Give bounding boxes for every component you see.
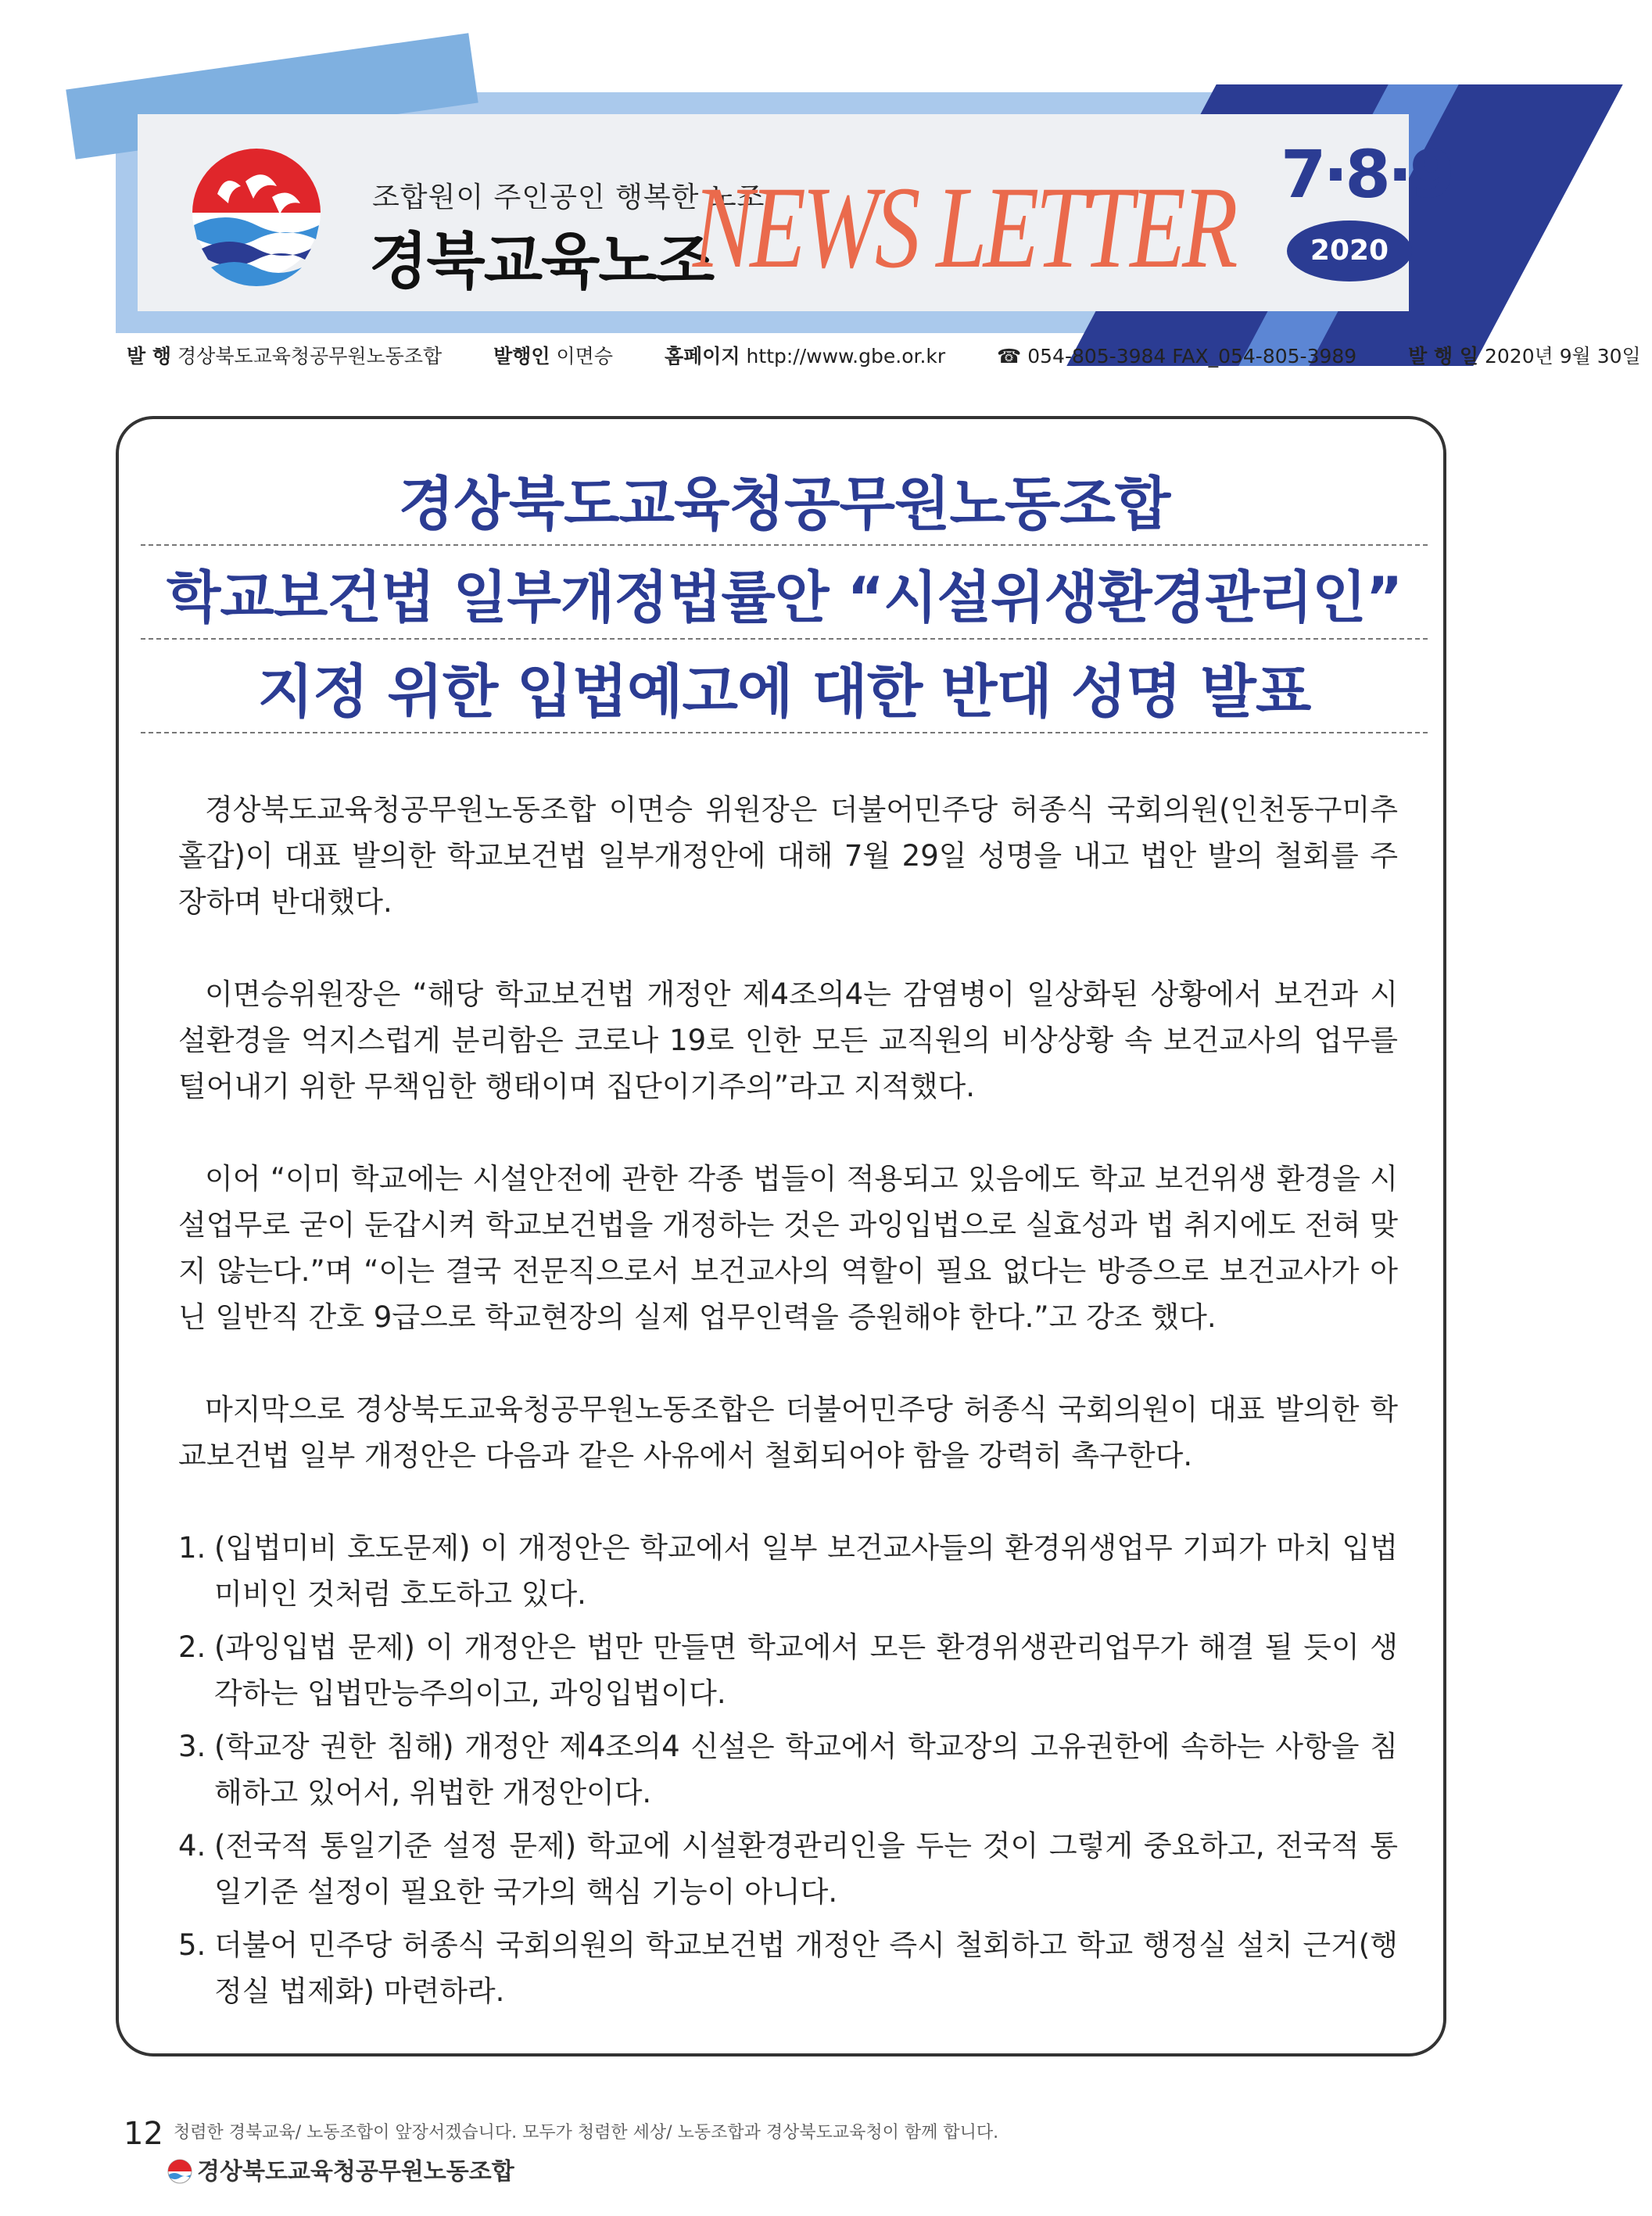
list-text: (전국적 통일기준 설정 문제) 학교에 시설환경관리인을 두는 것이 그렇게 중요하고, 전국적 통일기준 설정이 필요한 국가의 핵심 기능이 아니다. [214,1829,1398,1909]
footer-brand-name: 경상북도교육청공무원노동조합 [197,2158,514,2186]
list-number: 1. [178,1531,206,1565]
paragraph: 이면승위원장은 “해당 학교보건법 개정안 제4조의4는 감염병이 일상화된 상황에서 보건과 시설환경을 억지스럽게 분리함은 코로나 19로 인한 모든 교직원의 비상상황 속 보건교사의 업무를 털어내기 위한 무책임한 행태이며 집단이기주의”라고 지적했다. [178,977,1398,1103]
union-name: 경북교육노조 [369,227,714,297]
issue-year: 2020 [1287,221,1412,281]
divider [141,544,1428,546]
list-item [178,1525,1398,1617]
issuer: 이면승 [556,345,613,368]
list-text: 더불어 민주당 허종식 국회의원의 학교보건법 개정안 즉시 철회하고 학교 행정실 설치 근거(행정실 법제화) 마련하라. [214,1928,1398,2008]
paragraph: 마지막으로 경상북도교육청공무원노동조합은 더불어민주당 허종식 국회의원이 대표 발의한 학교보건법 일부 개정안은 다음과 같은 사유에서 철회되어야 함을 강력히 촉구한다. [178,1393,1398,1472]
list-item [178,1823,1398,1915]
phone-fax: ☎ 054-805-3984 FAX_054-805-3989 [997,345,1357,368]
paragraph: 경상북도교육청공무원노동조합 이면승 위원장은 더불어민주당 허종식 국회의원(인천동구미추홀갑)이 대표 발의한 학교보건법 일부개정안에 대해 7월 29일 성명을 내고 법안 발의 철회를 주장하며 반대했다. [178,793,1398,919]
list-text: (입법미비 호도문제) 이 개정안은 학교에서 일부 보건교사들의 환경위생업무 기피가 마치 입법미비인 것처럼 호도하고 있다. [214,1531,1398,1611]
headline-line-1: 경상북도교육청공무원노동조합 [398,471,1170,538]
date-label: 발 행 일 [1408,345,1478,368]
divider [141,638,1428,640]
union-logo-icon [191,147,322,278]
list-text: (과잉입법 문제) 이 개정안은 법만 만들면 학교에서 모든 환경위생관리업무가 해결 될 듯이 생각하는 입법만능주의이고, 과잉입법이다. [214,1630,1398,1710]
list-number: 5. [178,1928,206,1962]
footer-slogan: 청렴한 경북교육/ 노동조합이 앞장서겠습니다. 모두가 청렴한 세상/ 노동조합과 경상북도교육청이 함께 합니다. [174,2123,999,2142]
issuer-label: 발행인 [493,345,550,368]
headline-line-2: 학교보건법 일부개정법률안 “시설위생환경관리인” [166,565,1403,630]
publication-info [127,341,1641,369]
demand-list [178,1525,1398,2014]
publisher-label: 발 행 [127,345,172,368]
homepage-link[interactable]: http://www.gbe.or.kr [746,345,946,368]
masthead-slogan: 조합원이 주인공인 행복한 노조 [372,181,765,213]
list-number: 4. [178,1829,206,1863]
homepage-label: 홈페이지 [664,345,740,368]
issue-badge [1281,136,1453,289]
list-item [178,1624,1398,1716]
article-box [116,416,1446,2056]
publish-date: 2020년 9월 30일 [1485,345,1641,368]
union-mini-logo-icon [167,2159,192,2184]
list-item [178,1922,1398,2014]
publisher: 경상북도교육청공무원노동조합 [177,345,443,368]
masthead-panel [138,114,1453,311]
list-text: (학교장 권한 침해) 개정안 제4조의4 신설은 학교에서 학교장의 고유권한에 속하는 사항을 침해하고 있어서, 위법한 개정안이다. [214,1730,1398,1809]
divider [141,732,1428,733]
article-body [178,787,1398,2021]
issue-number: 7·8·9 [1281,136,1453,213]
list-number: 3. [178,1730,206,1763]
headline-line-3: 지정 위한 입법예고에 대한 반대 성명 발표 [257,658,1311,726]
paragraph: 이어 “이미 학교에는 시설안전에 관한 각종 법들이 적용되고 있음에도 학교 보건위생 환경을 시설업무로 굳이 둔갑시켜 학교보건법을 개정하는 것은 과잉입법으로 실효성과 법 취지에도 전혀 맞지 않는다.”며 “이는 결국 전문직으로서 보건교사의 역할이 필요 없다는 방증으로 보건교사가 아닌 일반직 간호 9급으로 학교현장의 실제 업무인력을 증원해야 한다.”고 강조 했다. [178,1162,1398,1334]
newsletter-title: NEWS LETTER [693,163,1235,292]
page-number: 12 [124,2116,163,2152]
footer-brand [167,2152,514,2186]
list-number: 2. [178,1630,206,1664]
list-item [178,1723,1398,1816]
masthead [116,92,1454,333]
